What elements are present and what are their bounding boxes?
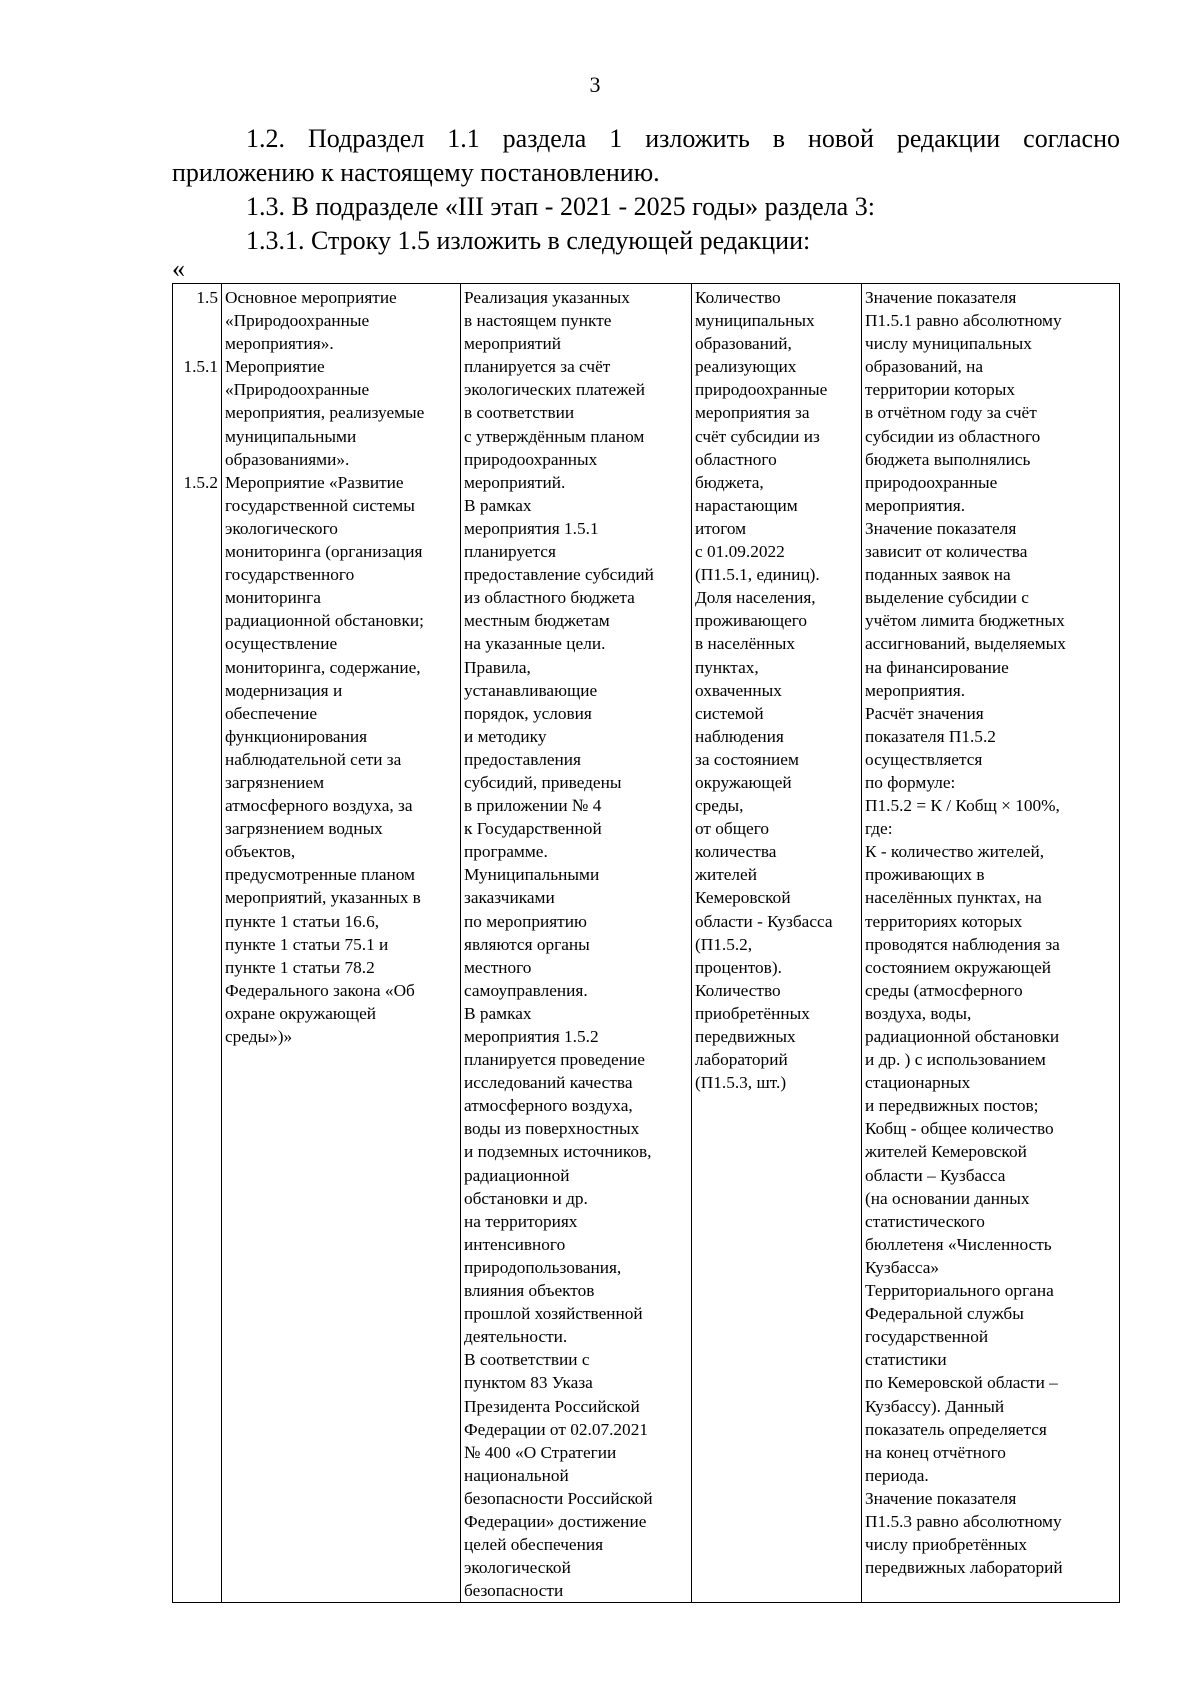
implementation-line: национальной (464, 1465, 569, 1485)
indicator-line: мероприятия за (695, 403, 810, 423)
calculation-line: Значение показателя (865, 1488, 1017, 1508)
activity-name-line: «Природоохранные (225, 380, 370, 400)
calculation-line: среды (атмосферного (865, 980, 1023, 1000)
calculation-line: на финансирование (865, 657, 1009, 677)
indicator-cell (692, 284, 862, 1603)
indicator-line: Кемеровской (695, 888, 791, 908)
implementation-line: мероприятий (464, 334, 562, 354)
calculation-line: территориях которых (865, 911, 1023, 931)
implementation-line: Реализация указанных (464, 288, 630, 307)
implementation-line: планируется проведение (464, 1050, 645, 1070)
activity-name-line: пункте 1 статьи 78.2 (225, 957, 375, 977)
activity-name-line: Мероприятие «Развитие (225, 472, 404, 492)
activity-name-line: обеспечение (225, 703, 317, 723)
activity-name-line: среды»)» (225, 1027, 293, 1046)
calculation-line: выделение субсидии с (865, 588, 1029, 608)
implementation-line: интенсивного (464, 1234, 566, 1254)
implementation-line: заказчиками (464, 888, 555, 908)
calculation-line: проводятся наблюдения за (865, 934, 1060, 954)
activity-name-line: Мероприятие (225, 357, 325, 377)
activity-name-line: мероприятия, реализуемые (225, 403, 425, 423)
opening-quote: « (172, 254, 185, 283)
implementation-line: на указанные цели. (464, 634, 606, 654)
implementation-line: пунктом 83 Указа (464, 1373, 593, 1393)
implementation-line: местного (464, 957, 532, 977)
implementation-line: предоставление субсидий (464, 565, 654, 585)
activity-name-line: наблюдательной сети за (225, 749, 402, 769)
indicator-line: реализующих (695, 357, 797, 377)
implementation-line: Правила, (464, 657, 531, 677)
implementation-line: местным бюджетам (464, 611, 610, 631)
indicator-line: области - Кузбасса (695, 911, 833, 931)
row-number: 1.5.1 (183, 357, 218, 377)
calculation-line: П1.5.2 = К / Кобщ × 100%, (865, 796, 1060, 816)
implementation-line: обстановки и др. (464, 1188, 588, 1208)
calculation-line: Территориального органа (865, 1281, 1054, 1301)
page-number: 3 (589, 72, 601, 97)
paragraph-1-3-1: 1.3.1. Строку 1.5 изложить в следующей редакции: (246, 226, 811, 255)
indicator-line: системой (695, 703, 764, 723)
implementation-line: по мероприятию (464, 911, 587, 931)
calculation-line: Федеральной службы (865, 1304, 1024, 1324)
calculation-line: статистики (865, 1350, 947, 1370)
indicator-line: (П1.5.3, шт.) (695, 1073, 787, 1093)
implementation-line: самоуправления. (464, 980, 588, 1000)
calculation-line: передвижных лабораторий (865, 1558, 1063, 1578)
implementation-line: исследований качества (464, 1073, 633, 1093)
implementation-line: устанавливающие (464, 680, 598, 700)
implementation-line: в настоящем пункте (464, 311, 612, 331)
calculation-line: государственной (865, 1327, 989, 1347)
calculation-line: мероприятия. (865, 495, 966, 515)
implementation-line: природопользования, (464, 1257, 622, 1277)
calculation-line: Значение показателя (865, 518, 1017, 538)
calculation-line: П1.5.3 равно абсолютному (865, 1511, 1062, 1531)
calculation-line: жителей Кемеровской (865, 1142, 1027, 1162)
calculation-line: бюджета выполнялись (865, 449, 1031, 469)
activity-name-line: мониторинга, содержание, (225, 657, 421, 677)
activity-name-line: Основное мероприятие (225, 288, 397, 307)
indicator-line: за состоянием (695, 749, 799, 769)
calculation-line: на конец отчётного (865, 1442, 1006, 1462)
activity-name-cell (222, 284, 461, 1603)
implementation-line: влияния объектов (464, 1281, 595, 1301)
activity-name-line: предусмотренные планом (225, 865, 415, 885)
calculation-line: Кузбассу). Данный (865, 1396, 1005, 1416)
indicator-line: Доля населения, (695, 588, 816, 608)
indicator-line: пунктах, (695, 657, 759, 677)
calculation-line: образований, на (865, 357, 984, 377)
implementation-line: и методику (464, 726, 547, 746)
indicator-line: от общего (695, 819, 769, 839)
calculation-line: населённых пунктах, на (865, 888, 1042, 908)
indicator-line: областного (695, 449, 777, 469)
implementation-cell (461, 284, 692, 1603)
activity-name-line: охране окружающей (225, 1003, 377, 1023)
implementation-line: и подземных источников, (464, 1142, 652, 1162)
indicator-line: жителей (695, 865, 757, 885)
indicator-line: Количество (695, 980, 781, 1000)
activity-name-line: модернизация и (225, 680, 343, 700)
implementation-line: № 400 «О Стратегии (464, 1442, 617, 1462)
indicator-line: среды, (695, 796, 744, 816)
activity-name-line: объектов, (225, 842, 296, 862)
implementation-line: субсидий, приведены (464, 772, 622, 792)
implementation-line: являются органы (464, 934, 590, 954)
indicator-line: процентов). (695, 957, 782, 977)
calculation-line: Кобщ - общее количество (865, 1119, 1054, 1139)
indicator-line: нарастающим (695, 495, 798, 515)
implementation-line: в приложении № 4 (464, 796, 602, 816)
calculation-line: и др. ) с использованием (865, 1050, 1046, 1070)
activity-name-line: загрязнением водных (225, 819, 383, 839)
number-cell (173, 284, 222, 1603)
table-row (173, 284, 1120, 1603)
calculation-line: К - количество жителей, (865, 842, 1045, 862)
implementation-line: Муниципальными (464, 865, 600, 885)
implementation-line: мероприятия 1.5.2 (464, 1027, 599, 1046)
indicator-line: с 01.09.2022 (695, 542, 785, 562)
implementation-line: программе. (464, 842, 548, 862)
activity-name-line: атмосферного воздуха, за (225, 796, 413, 816)
implementation-line: мероприятий. (464, 472, 566, 492)
calculation-line: поданных заявок на (865, 565, 1011, 585)
calculation-line: периода. (865, 1465, 929, 1485)
calculation-line: стационарных (865, 1073, 971, 1093)
activity-name-line: Федерального закона «Об (225, 980, 415, 1000)
indicator-line: окружающей (695, 772, 792, 792)
activity-name-line: пункте 1 статьи 75.1 и (225, 934, 389, 954)
activity-name-line: функционирования (225, 726, 368, 746)
implementation-line: природоохранных (464, 449, 598, 469)
paragraph-1-3: 1.3. В подразделе «III этап - 2021 - 2025 годы» раздела 3: (246, 192, 875, 221)
indicator-line: муниципальных (695, 311, 815, 331)
calculation-line: учётом лимита бюджетных (865, 611, 1065, 631)
indicator-line: (П1.5.2, (695, 934, 753, 954)
activity-name-line: пункте 1 статьи 16.6, (225, 911, 380, 931)
implementation-line: воды из поверхностных (464, 1119, 640, 1139)
calculation-line: Расчёт значения (865, 703, 984, 723)
calculation-line: мероприятия. (865, 680, 966, 700)
calculation-line: природоохранные (865, 472, 998, 492)
activity-name-line: образованиями». (225, 449, 350, 469)
calculation-line: Значение показателя (865, 288, 1017, 307)
implementation-line: атмосферного воздуха, (464, 1096, 633, 1116)
activity-name-line: загрязнением (225, 772, 325, 792)
implementation-line: Президента Российской (464, 1396, 640, 1416)
activity-name-line: мероприятия». (225, 334, 334, 354)
implementation-line: экологических платежей (464, 380, 645, 400)
calculation-line: по Кемеровской области – (865, 1373, 1058, 1393)
indicator-line: счёт субсидии из (695, 426, 820, 446)
calculation-line: ассигнований, выделяемых (865, 634, 1066, 654)
implementation-line: В рамках (464, 1003, 532, 1023)
implementation-line: экологической (464, 1558, 571, 1578)
calculation-line: бюллетеня «Численность (865, 1234, 1052, 1254)
calculation-line: радиационной обстановки (865, 1027, 1060, 1046)
implementation-line: В соответствии с (464, 1350, 590, 1370)
calculation-line: где: (865, 819, 893, 839)
indicator-line: приобретённых (695, 1003, 810, 1023)
indicator-line: лабораторий (695, 1050, 788, 1070)
activity-name-line: муниципальными (225, 426, 357, 446)
indicator-line: (П1.5.1, единиц). (695, 565, 820, 585)
implementation-line: радиационной (464, 1165, 570, 1185)
calculation-line: проживающих в (865, 865, 985, 885)
implementation-line: прошлой хозяйственной (464, 1304, 643, 1324)
calculation-line: и передвижных постов; (865, 1096, 1039, 1116)
activity-name-line: осуществление (225, 634, 338, 654)
activity-name-line: мониторинга (225, 588, 321, 608)
implementation-line: мероприятия 1.5.1 (464, 518, 599, 538)
implementation-line: целей обеспечения (464, 1535, 604, 1555)
paragraph-1-2: 1.2. Подраздел 1.1 раздела 1 изложить в новой редакции согласно приложению к настоящему постановлению. (172, 124, 1120, 187)
calculation-line: показателя П1.5.2 (865, 726, 996, 746)
indicator-line: количества (695, 842, 777, 862)
calculation-line: зависит от количества (865, 542, 1028, 562)
indicator-line: в населённых (695, 634, 795, 654)
calculation-line: территории которых (865, 380, 1015, 400)
implementation-line: Федерации» достижение (464, 1511, 647, 1531)
calculation-cell (862, 284, 1120, 1603)
calculation-line: воздуха, воды, (865, 1003, 972, 1023)
calculation-line: осуществляется (865, 749, 983, 769)
implementation-line: безопасности (464, 1581, 564, 1601)
indicator-line: проживающего (695, 611, 808, 631)
implementation-line: с утверждённым планом (464, 426, 645, 446)
indicator-line: наблюдения (695, 726, 784, 746)
activity-name-line: «Природоохранные (225, 311, 370, 331)
indicator-line: итогом (695, 518, 747, 538)
calculation-line: в отчётном году за счёт (865, 403, 1037, 423)
calculation-line: показатель определяется (865, 1419, 1047, 1439)
implementation-line: на территориях (464, 1211, 578, 1231)
calculation-line: Кузбасса» (865, 1257, 940, 1277)
activity-name-line: мероприятий, указанных в (225, 888, 421, 908)
calculation-line: числу приобретённых (865, 1535, 1028, 1555)
indicator-line: образований, (695, 334, 792, 354)
calculation-line: субсидии из областного (865, 426, 1041, 446)
program-table (172, 283, 1120, 1603)
activity-name-line: государственной системы (225, 495, 415, 515)
calculation-line: П1.5.1 равно абсолютному (865, 311, 1062, 331)
calculation-line: состоянием окружающей (865, 957, 1052, 977)
row-number: 1.5 (196, 288, 218, 307)
row-number: 1.5.2 (183, 472, 218, 492)
implementation-line: планируется (464, 542, 556, 562)
implementation-line: предоставления (464, 749, 581, 769)
activity-name-line: экологического (225, 518, 338, 538)
implementation-line: Федерации от 02.07.2021 (464, 1419, 648, 1439)
implementation-line: из областного бюджета (464, 588, 635, 608)
activity-name-line: мониторинга (организация (225, 542, 423, 562)
activity-name-line: государственного (225, 565, 355, 585)
calculation-line: (на основании данных (865, 1188, 1030, 1208)
implementation-line: порядок, условия (464, 703, 592, 723)
implementation-line: деятельности. (464, 1327, 568, 1347)
implementation-line: планируется за счёт (464, 357, 611, 377)
calculation-line: числу муниципальных (865, 334, 1032, 354)
activity-name-line: радиационной обстановки; (225, 611, 424, 631)
indicator-line: охваченных (695, 680, 782, 700)
calculation-line: области – Кузбасса (865, 1165, 1006, 1185)
calculation-line: по формуле: (865, 772, 956, 792)
indicator-line: природоохранные (695, 380, 828, 400)
implementation-line: к Государственной (464, 819, 602, 839)
indicator-line: бюджета, (695, 472, 764, 492)
implementation-line: в соответствии (464, 403, 575, 423)
implementation-line: безопасности Российской (464, 1488, 653, 1508)
indicator-line: Количество (695, 288, 781, 307)
implementation-line: В рамках (464, 495, 532, 515)
calculation-line: статистического (865, 1211, 985, 1231)
indicator-line: передвижных (695, 1027, 796, 1046)
